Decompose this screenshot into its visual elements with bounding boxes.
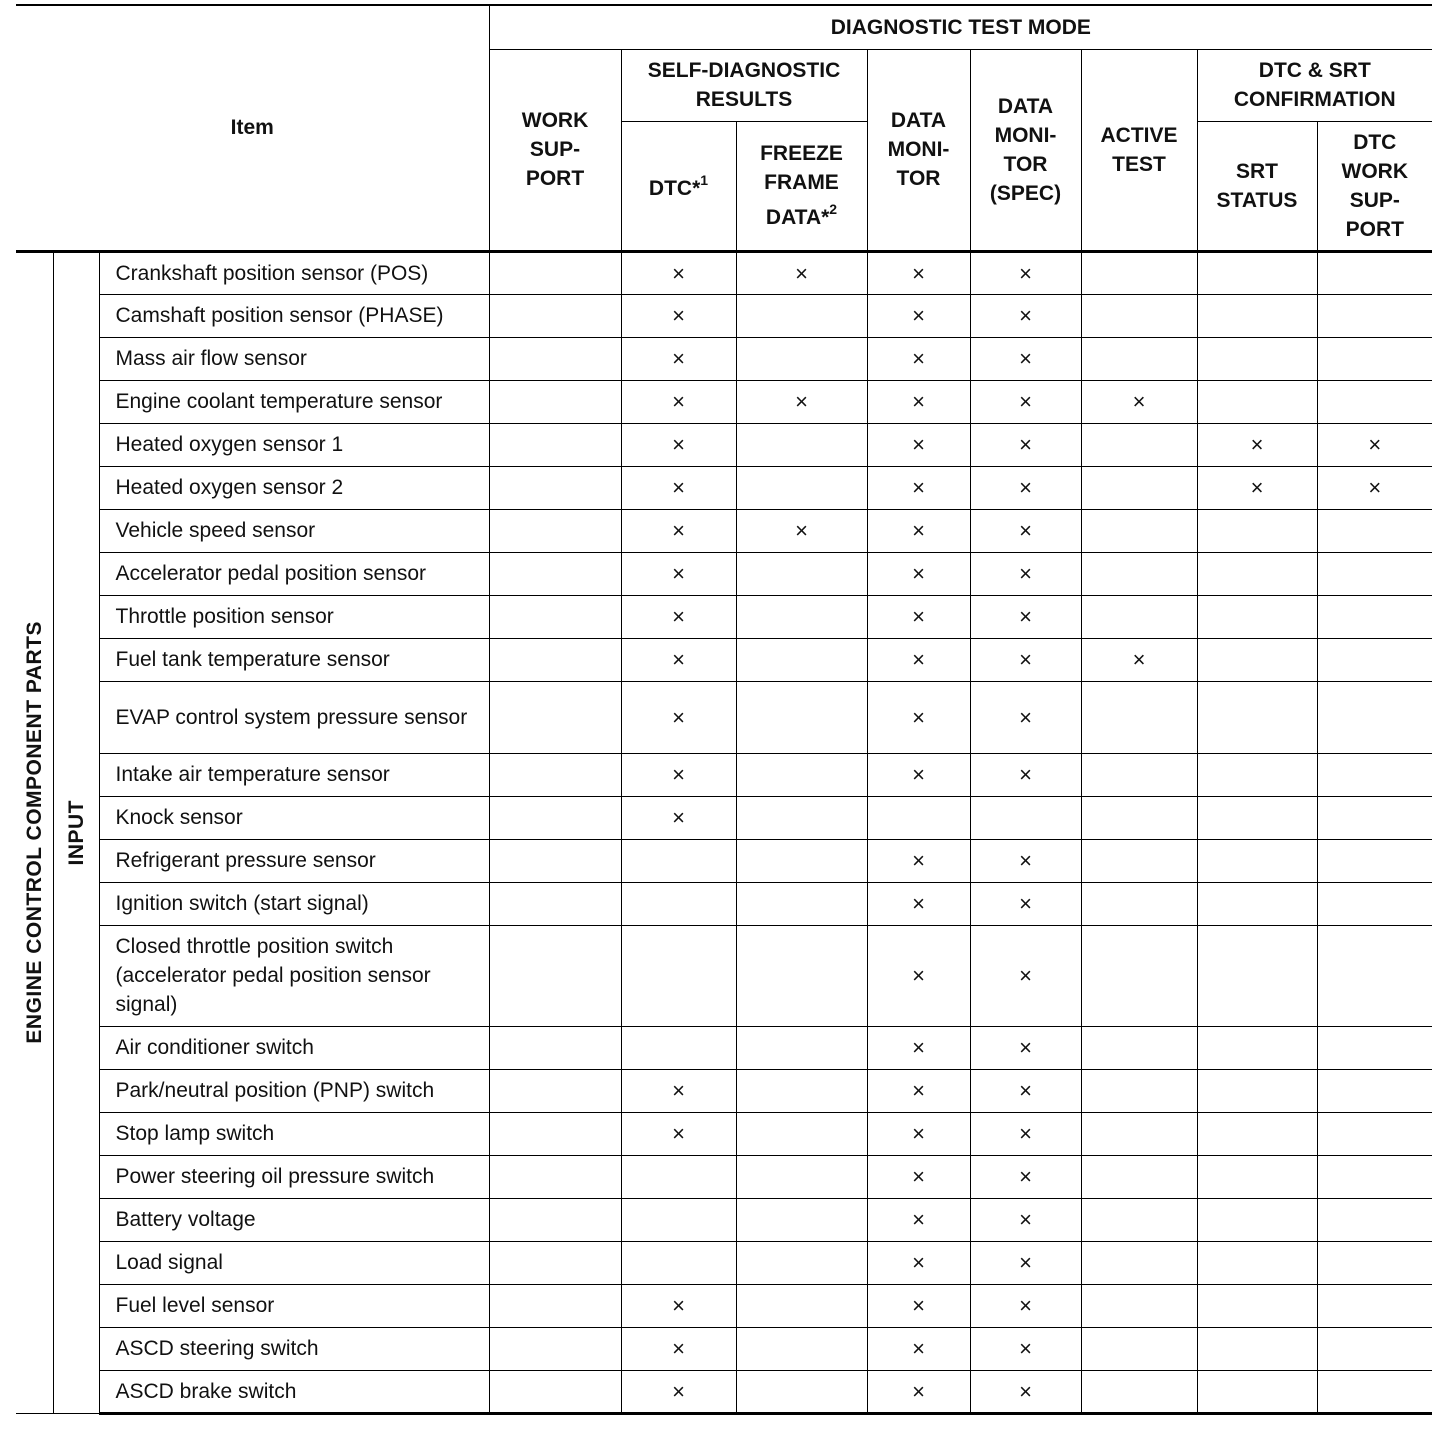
category-cell <box>16 251 53 1413</box>
work-support-cell <box>489 1198 621 1241</box>
data-monitor-cell: × <box>867 1241 970 1284</box>
srt-status-cell <box>1197 882 1317 925</box>
table-row <box>16 925 1432 1026</box>
item-name: Air conditioner switch <box>99 1026 489 1069</box>
dtc-work-support-cell <box>1317 638 1432 681</box>
data-monitor-spec-cell: × <box>970 1112 1081 1155</box>
table-row <box>16 294 1432 337</box>
active-test-cell <box>1081 753 1197 796</box>
table-row <box>16 595 1432 638</box>
data-monitor-spec-label: DATA MONI- TOR (SPEC) <box>989 94 1062 205</box>
active-test-cell <box>1081 509 1197 552</box>
dtc-cell: × <box>621 423 736 466</box>
data-monitor-spec-cell: × <box>970 1069 1081 1112</box>
freeze-frame-data-cell <box>736 1155 867 1198</box>
diagnostic-mode-table <box>16 4 1432 1415</box>
data-monitor-spec-cell: × <box>970 509 1081 552</box>
data-monitor-spec-cell: × <box>970 753 1081 796</box>
item-name: Knock sensor <box>99 796 489 839</box>
srt-status-cell <box>1197 1327 1317 1370</box>
data-monitor-cell: × <box>867 423 970 466</box>
srt-status-cell <box>1197 1069 1317 1112</box>
table-row <box>16 1284 1432 1327</box>
active-test-cell <box>1081 337 1197 380</box>
work-support-cell <box>489 796 621 839</box>
data-monitor-spec-cell: × <box>970 380 1081 423</box>
active-test-cell <box>1081 1198 1197 1241</box>
dtc-cell: × <box>621 1069 736 1112</box>
srt-status-cell <box>1197 509 1317 552</box>
data-monitor-spec-cell: × <box>970 552 1081 595</box>
dtc-work-support-cell <box>1317 882 1432 925</box>
dtc-cell: × <box>621 1327 736 1370</box>
data-monitor-spec-cell: × <box>970 337 1081 380</box>
freeze-frame-data-cell <box>736 1370 867 1413</box>
data-monitor-spec-cell: × <box>970 595 1081 638</box>
freeze-frame-data-cell <box>736 423 867 466</box>
freeze-frame-data-cell <box>736 839 867 882</box>
self-diagnostic-results-label: SELF-DIAGNOSTIC RESULTS <box>647 59 841 111</box>
active-test-cell <box>1081 552 1197 595</box>
data-monitor-cell: × <box>867 638 970 681</box>
dtc-work-support-header <box>1317 121 1432 251</box>
active-test-label: ACTIVE TEST <box>1100 123 1178 176</box>
item-name: Closed throttle position switch (accelerator pedal position sensor signal) <box>99 925 489 1026</box>
freeze-frame-data-cell <box>736 1327 867 1370</box>
dtc-cell: × <box>621 1112 736 1155</box>
item-name: ASCD brake switch <box>99 1370 489 1413</box>
data-monitor-cell: × <box>867 380 970 423</box>
freeze-frame-footnote-mark: 2 <box>829 201 838 217</box>
active-test-cell <box>1081 1327 1197 1370</box>
item-name: Heated oxygen sensor 2 <box>99 466 489 509</box>
work-support-cell <box>489 839 621 882</box>
work-support-cell <box>489 552 621 595</box>
work-support-cell <box>489 251 621 294</box>
srt-status-cell <box>1197 925 1317 1026</box>
srt-status-cell <box>1197 294 1317 337</box>
dtc-cell <box>621 1026 736 1069</box>
work-support-cell <box>489 1026 621 1069</box>
active-test-cell <box>1081 796 1197 839</box>
active-test-cell <box>1081 882 1197 925</box>
freeze-frame-data-cell <box>736 552 867 595</box>
freeze-frame-data-cell <box>736 1198 867 1241</box>
data-monitor-spec-cell: × <box>970 1284 1081 1327</box>
dtc-work-support-cell <box>1317 839 1432 882</box>
data-monitor-cell: × <box>867 882 970 925</box>
data-monitor-cell: × <box>867 839 970 882</box>
work-support-cell <box>489 1155 621 1198</box>
dtc-work-support-cell <box>1317 1112 1432 1155</box>
active-test-cell <box>1081 1069 1197 1112</box>
work-support-cell <box>489 509 621 552</box>
table-row <box>16 753 1432 796</box>
item-name: Crankshaft position sensor (POS) <box>99 251 489 294</box>
item-name: Engine coolant temperature sensor <box>99 380 489 423</box>
data-monitor-spec-cell <box>970 796 1081 839</box>
freeze-frame-data-cell <box>736 1112 867 1155</box>
table-row <box>16 1198 1432 1241</box>
active-test-cell: × <box>1081 380 1197 423</box>
data-monitor-spec-cell: × <box>970 1241 1081 1284</box>
dtc-cell: × <box>621 595 736 638</box>
srt-status-cell <box>1197 681 1317 753</box>
table-row <box>16 1327 1432 1370</box>
item-name: Mass air flow sensor <box>99 337 489 380</box>
dtc-cell: × <box>621 681 736 753</box>
data-monitor-cell: × <box>867 251 970 294</box>
data-monitor-cell: × <box>867 1026 970 1069</box>
dtc-cell: × <box>621 466 736 509</box>
dtc-srt-confirmation-header <box>1197 49 1432 121</box>
dtc-cell: × <box>621 552 736 595</box>
freeze-frame-data-cell <box>736 595 867 638</box>
item-name: Battery voltage <box>99 1198 489 1241</box>
data-monitor-spec-cell: × <box>970 1327 1081 1370</box>
work-support-cell <box>489 882 621 925</box>
dtc-cell <box>621 1241 736 1284</box>
srt-status-label: SRT STATUS <box>1216 159 1298 212</box>
item-name: Fuel tank temperature sensor <box>99 638 489 681</box>
item-name: Power steering oil pressure switch <box>99 1155 489 1198</box>
dtc-header <box>621 121 736 251</box>
freeze-frame-data-cell <box>736 466 867 509</box>
item-name: Stop lamp switch <box>99 1112 489 1155</box>
data-monitor-cell: × <box>867 753 970 796</box>
table-row <box>16 1241 1432 1284</box>
srt-status-cell: × <box>1197 423 1317 466</box>
data-monitor-spec-cell: × <box>970 1198 1081 1241</box>
table-row <box>16 509 1432 552</box>
data-monitor-spec-cell: × <box>970 251 1081 294</box>
srt-status-header <box>1197 121 1317 251</box>
dtc-work-support-cell: × <box>1317 466 1432 509</box>
data-monitor-cell <box>867 796 970 839</box>
dtc-label: DTC* <box>648 177 701 200</box>
dtc-work-support-cell <box>1317 1241 1432 1284</box>
active-test-cell <box>1081 423 1197 466</box>
srt-status-cell <box>1197 753 1317 796</box>
dtc-cell: × <box>621 1370 736 1413</box>
data-monitor-spec-header <box>970 49 1081 251</box>
srt-status-cell <box>1197 1026 1317 1069</box>
dtc-work-support-cell <box>1317 1198 1432 1241</box>
item-name: Ignition switch (start signal) <box>99 882 489 925</box>
item-name: EVAP control system pressure sensor <box>99 681 489 753</box>
work-support-cell <box>489 380 621 423</box>
srt-status-cell <box>1197 638 1317 681</box>
freeze-frame-data-cell: × <box>736 380 867 423</box>
work-support-cell <box>489 638 621 681</box>
freeze-frame-data-cell <box>736 1241 867 1284</box>
freeze-frame-data-cell: × <box>736 251 867 294</box>
active-test-cell <box>1081 1155 1197 1198</box>
data-monitor-spec-cell: × <box>970 925 1081 1026</box>
data-monitor-spec-cell: × <box>970 1370 1081 1413</box>
freeze-frame-data-cell <box>736 294 867 337</box>
work-support-cell <box>489 1069 621 1112</box>
diagnostic-test-mode-header: DIAGNOSTIC TEST MODE <box>489 5 1432 49</box>
data-monitor-cell: × <box>867 1198 970 1241</box>
work-support-cell <box>489 337 621 380</box>
srt-status-cell <box>1197 1112 1317 1155</box>
dtc-cell <box>621 1155 736 1198</box>
srt-status-cell <box>1197 1155 1317 1198</box>
dtc-cell: × <box>621 638 736 681</box>
freeze-frame-data-cell <box>736 638 867 681</box>
table-row <box>16 1026 1432 1069</box>
data-monitor-cell: × <box>867 1370 970 1413</box>
dtc-cell <box>621 925 736 1026</box>
freeze-frame-data-label: FREEZE FRAME DATA* <box>760 142 843 229</box>
freeze-frame-data-cell: × <box>736 509 867 552</box>
data-monitor-cell: × <box>867 1069 970 1112</box>
dtc-cell: × <box>621 509 736 552</box>
data-monitor-cell: × <box>867 1284 970 1327</box>
table-row <box>16 839 1432 882</box>
item-name: Heated oxygen sensor 1 <box>99 423 489 466</box>
table-header <box>16 5 1432 251</box>
table-row <box>16 466 1432 509</box>
data-monitor-cell: × <box>867 466 970 509</box>
work-support-cell <box>489 423 621 466</box>
srt-status-cell <box>1197 839 1317 882</box>
active-test-cell <box>1081 925 1197 1026</box>
dtc-cell: × <box>621 294 736 337</box>
dtc-cell <box>621 1198 736 1241</box>
active-test-cell <box>1081 1112 1197 1155</box>
item-name: Load signal <box>99 1241 489 1284</box>
data-monitor-spec-cell: × <box>970 882 1081 925</box>
srt-status-cell: × <box>1197 466 1317 509</box>
subcategory-cell <box>53 251 99 1413</box>
dtc-srt-confirmation-label: DTC & SRT CONFIRMATION <box>1233 59 1396 111</box>
dtc-work-support-cell <box>1317 294 1432 337</box>
work-support-cell <box>489 1284 621 1327</box>
freeze-frame-data-cell <box>736 1284 867 1327</box>
table-row <box>16 552 1432 595</box>
item-name: Fuel level sensor <box>99 1284 489 1327</box>
freeze-frame-data-header <box>736 121 867 251</box>
active-test-cell <box>1081 1284 1197 1327</box>
active-test-cell <box>1081 681 1197 753</box>
freeze-frame-data-cell <box>736 1069 867 1112</box>
data-monitor-cell: × <box>867 1112 970 1155</box>
table-row <box>16 380 1432 423</box>
active-test-cell <box>1081 466 1197 509</box>
data-monitor-cell: × <box>867 509 970 552</box>
table-row <box>16 638 1432 681</box>
freeze-frame-data-cell <box>736 753 867 796</box>
data-monitor-spec-cell: × <box>970 839 1081 882</box>
data-monitor-cell: × <box>867 294 970 337</box>
table-row <box>16 1069 1432 1112</box>
dtc-work-support-cell <box>1317 595 1432 638</box>
data-monitor-cell: × <box>867 337 970 380</box>
freeze-frame-data-cell <box>736 1026 867 1069</box>
dtc-work-support-cell <box>1317 796 1432 839</box>
data-monitor-spec-cell: × <box>970 294 1081 337</box>
dtc-work-support-cell <box>1317 1284 1432 1327</box>
data-monitor-cell: × <box>867 925 970 1026</box>
work-support-cell <box>489 595 621 638</box>
dtc-cell: × <box>621 753 736 796</box>
active-test-cell <box>1081 294 1197 337</box>
work-support-cell <box>489 466 621 509</box>
freeze-frame-data-cell <box>736 681 867 753</box>
work-support-cell <box>489 294 621 337</box>
dtc-cell <box>621 839 736 882</box>
data-monitor-spec-cell: × <box>970 638 1081 681</box>
freeze-frame-data-cell <box>736 882 867 925</box>
dtc-work-support-cell <box>1317 552 1432 595</box>
work-support-cell <box>489 681 621 753</box>
subcategory-label: INPUT <box>64 799 88 866</box>
dtc-work-support-cell <box>1317 1327 1432 1370</box>
self-diagnostic-results-header <box>621 49 867 121</box>
freeze-frame-data-cell <box>736 925 867 1026</box>
dtc-cell: × <box>621 1284 736 1327</box>
data-monitor-spec-cell: × <box>970 1026 1081 1069</box>
table-row <box>16 423 1432 466</box>
dtc-cell <box>621 882 736 925</box>
dtc-work-support-cell <box>1317 753 1432 796</box>
dtc-work-support-cell: × <box>1317 423 1432 466</box>
work-support-header <box>489 49 621 251</box>
work-support-cell <box>489 925 621 1026</box>
table-row <box>16 681 1432 753</box>
srt-status-cell <box>1197 251 1317 294</box>
work-support-cell <box>489 1327 621 1370</box>
dtc-work-support-cell <box>1317 1069 1432 1112</box>
srt-status-cell <box>1197 1241 1317 1284</box>
data-monitor-cell: × <box>867 595 970 638</box>
dtc-work-support-cell <box>1317 681 1432 753</box>
active-test-cell: × <box>1081 638 1197 681</box>
data-monitor-spec-cell: × <box>970 466 1081 509</box>
srt-status-cell <box>1197 1370 1317 1413</box>
dtc-footnote-mark: 1 <box>700 172 709 188</box>
dtc-work-support-cell <box>1317 337 1432 380</box>
active-test-cell <box>1081 1370 1197 1413</box>
srt-status-cell <box>1197 595 1317 638</box>
data-monitor-spec-cell: × <box>970 423 1081 466</box>
work-support-cell <box>489 1112 621 1155</box>
srt-status-cell <box>1197 1284 1317 1327</box>
data-monitor-spec-cell: × <box>970 681 1081 753</box>
dtc-cell: × <box>621 380 736 423</box>
dtc-cell: × <box>621 796 736 839</box>
dtc-work-support-cell <box>1317 1370 1432 1413</box>
srt-status-cell <box>1197 552 1317 595</box>
work-support-cell <box>489 1370 621 1413</box>
item-column-header: Item <box>16 5 489 251</box>
item-name: Park/neutral position (PNP) switch <box>99 1069 489 1112</box>
dtc-work-support-cell <box>1317 251 1432 294</box>
data-monitor-spec-cell: × <box>970 1155 1081 1198</box>
item-name: Refrigerant pressure sensor <box>99 839 489 882</box>
table-row <box>16 1155 1432 1198</box>
data-monitor-cell: × <box>867 1155 970 1198</box>
table-row <box>16 1112 1432 1155</box>
srt-status-cell <box>1197 1198 1317 1241</box>
active-test-cell <box>1081 1026 1197 1069</box>
dtc-work-support-cell <box>1317 1155 1432 1198</box>
work-support-label: WORK SUP- PORT <box>521 109 589 190</box>
table-row <box>16 882 1432 925</box>
category-label: ENGINE CONTROL COMPONENT PARTS <box>22 621 46 1044</box>
srt-status-cell <box>1197 380 1317 423</box>
item-name: Camshaft position sensor (PHASE) <box>99 294 489 337</box>
data-monitor-cell: × <box>867 552 970 595</box>
item-name: Intake air temperature sensor <box>99 753 489 796</box>
item-name: ASCD steering switch <box>99 1327 489 1370</box>
item-name: Accelerator pedal position sensor <box>99 552 489 595</box>
item-name: Vehicle speed sensor <box>99 509 489 552</box>
data-monitor-cell: × <box>867 1327 970 1370</box>
data-monitor-label: DATA MONI- TOR <box>887 109 950 190</box>
table-row <box>16 796 1432 839</box>
item-name: Throttle position sensor <box>99 595 489 638</box>
dtc-work-support-cell <box>1317 509 1432 552</box>
srt-status-cell <box>1197 796 1317 839</box>
work-support-cell <box>489 1241 621 1284</box>
table-row <box>16 1370 1432 1413</box>
srt-status-cell <box>1197 337 1317 380</box>
active-test-cell <box>1081 1241 1197 1284</box>
table-row <box>16 337 1432 380</box>
data-monitor-cell: × <box>867 681 970 753</box>
data-monitor-header <box>867 49 970 251</box>
active-test-cell <box>1081 595 1197 638</box>
dtc-work-support-label: DTC WORK SUP- PORT <box>1341 130 1409 241</box>
freeze-frame-data-cell <box>736 796 867 839</box>
dtc-work-support-cell <box>1317 1026 1432 1069</box>
dtc-cell: × <box>621 251 736 294</box>
active-test-header <box>1081 49 1197 251</box>
active-test-cell <box>1081 251 1197 294</box>
work-support-cell <box>489 753 621 796</box>
table-row <box>16 251 1432 294</box>
active-test-cell <box>1081 839 1197 882</box>
dtc-work-support-cell <box>1317 925 1432 1026</box>
freeze-frame-data-cell <box>736 337 867 380</box>
dtc-work-support-cell <box>1317 380 1432 423</box>
dtc-cell: × <box>621 337 736 380</box>
table-body <box>16 251 1432 1413</box>
